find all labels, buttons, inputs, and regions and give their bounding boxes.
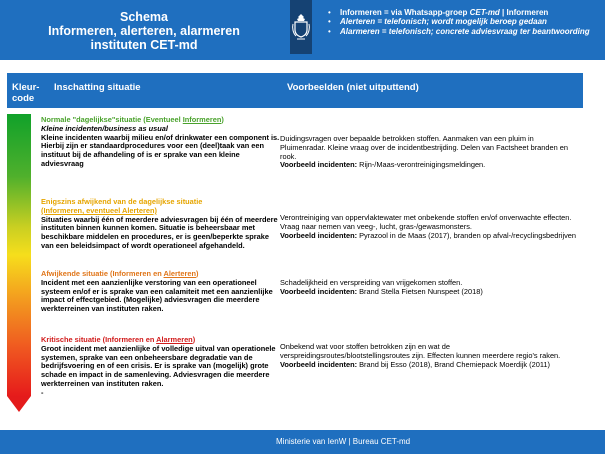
title-line-2: Informeren, alerteren, alarmeren <box>48 24 240 38</box>
situation-body: Situaties waarbij één of meerdere adviesvragen bij één of meerdere instituten binnen kunnen komen. Situatie is beheersbaar met beschikbare middelen en procedures, er is geen/beperkte sprake van een beleidsimpact of wordt operationeel afgehandeld. <box>41 214 278 250</box>
column-header-situation: Inschatting situatie <box>54 82 141 93</box>
title-line-3: instituten CET-md <box>90 38 198 52</box>
example-deviating <box>280 279 580 297</box>
example-text: Schadelijkheid en verspreiding van vrijgekomen stoffen. <box>280 278 463 287</box>
situation-title-action: (Informeren, eventueel Alerteren) <box>41 205 157 215</box>
royal-crest-icon <box>290 0 312 54</box>
example-normal <box>280 135 580 170</box>
severity-arrow-icon <box>7 396 31 412</box>
situation-title: Enigszins afwijkend van de dagelijkse situatie <box>41 197 203 206</box>
situation-title: Normale "dagelijkse"situatie (Eventueel Informeren) <box>41 115 224 124</box>
trailing-dash: - <box>41 387 44 397</box>
situation-deviating <box>41 270 281 314</box>
column-header-color-code: Kleur- code <box>12 82 40 104</box>
situation-normal <box>41 116 281 169</box>
situation-subtitle: Kleine incidenten/business as usual <box>41 123 168 133</box>
severity-gradient-bar <box>7 114 31 396</box>
example-critical <box>280 343 580 369</box>
column-header-examples: Voorbeelden (niet uitputtend) <box>287 82 419 93</box>
situation-title: Afwijkende situatie (Informeren en Alerteren) <box>41 269 199 278</box>
example-deviating-slightly <box>280 214 580 240</box>
legend-item-informeren: • Informeren = via Whatsapp-groep CET-md | Informeren <box>326 8 601 17</box>
footer-bar <box>0 430 605 454</box>
legend-item-alerteren: • Alerteren = telefonisch; wordt mogelijk beroep gedaan <box>326 17 601 26</box>
situation-body: Groot incident met aanzienlijke of volledige uitval van operationele systemen, sprake van een onbeheersbare degradatie van de bedrijfsvoering en of een crisis. Er is sprake van (mogelijk) grote schade en impact in de samenleving. Adviesvragen die meerdere werkterreinen van instituten raken. <box>41 343 276 388</box>
situation-title: Kritische situatie (Informeren en Alarmeren) <box>41 335 196 344</box>
situation-body: Kleine incidenten waarbij milieu en/of drinkwater een component is. Hierbij zijn er standaardprocedures voor een (deel)taak van een instituut bij de afhandeling of is er sprake van een kleine adviesvraag <box>41 132 280 168</box>
escalation-legend <box>326 8 601 36</box>
situation-critical <box>41 336 281 398</box>
example-incidents: Voorbeeld incidenten: Rijn-/Maas-verontreinigingsmeldingen. <box>280 160 486 170</box>
situation-deviating-slightly <box>41 198 281 251</box>
page-title <box>14 10 274 52</box>
top-banner <box>0 0 605 60</box>
example-incidents: Voorbeeld incidenten: Pyrazool in de Maas (2017), branden op afval-/recyclingsbedrijven <box>280 230 577 240</box>
title-line-1: Schema <box>120 10 168 24</box>
example-text: Duidingsvragen over bepaalde betrokken stoffen. Aanmaken van een pluim in Pluimenradar. Kleine vraag over de incidentbestrijding. Delen van Factsheet branden en rook. <box>280 134 568 161</box>
example-text: Onbekend wat voor stoffen betrokken zijn en wat de verspreidingsroutes/blootstellingsroutes zijn. Effecten kunnen meerdere regio's raken. <box>280 342 561 360</box>
situation-body: Incident met een aanzienlijke verstoring van een operationeel systeem en/of er is sprake van een calamiteit met een aanzienlijke impact of effectgebied. (Mogelijke) adviesvragen die meerdere werkterreinen van instituten raken. <box>41 277 273 314</box>
footer-text: Ministerie van IenW | Bureau CET-md <box>276 437 411 446</box>
example-incidents: Voorbeeld incidenten: Brand bij Esso (2018), Brand Chemiepack Moerdijk (2011) <box>280 359 550 369</box>
example-text: Verontreiniging van oppervlaktewater met onbekende stoffen en/of onverwachte effecten. Vraag naar nemen van veeg-, lucht, gras-/gewasmonsters. <box>280 213 572 231</box>
legend-item-alarmeren: • Alarmeren = telefonisch; concrete adviesvraag ter beantwoording <box>326 27 601 36</box>
table-header <box>7 73 583 108</box>
example-incidents: Voorbeeld incidenten: Brand Stella Fietsen Nunspeet (2018) <box>280 286 483 296</box>
